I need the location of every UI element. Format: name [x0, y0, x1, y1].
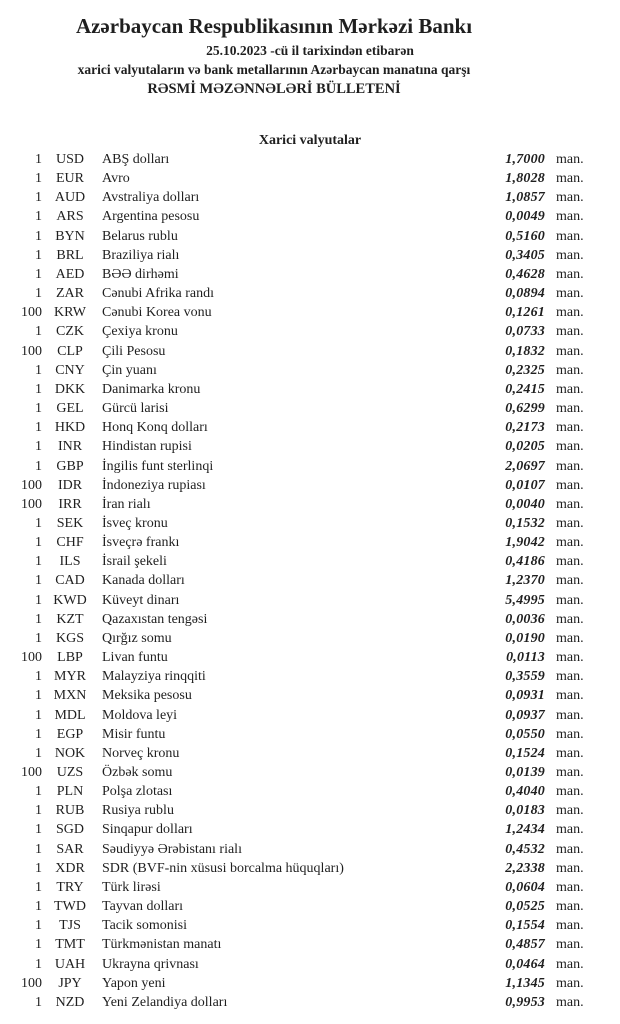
currency-code-cell: HKD: [54, 420, 86, 436]
rate-value-cell: 2,2338: [505, 860, 545, 876]
currency-name-cell: İngilis funt sterlinqi: [102, 458, 214, 474]
quantity-cell: 1: [35, 573, 42, 589]
currency-code-cell: TJS: [59, 918, 81, 934]
currency-name-cell: Honq Konq dolları: [102, 420, 208, 436]
rate-value-cell: 0,1532: [505, 515, 545, 531]
quantity-cell: 1: [35, 956, 42, 972]
currency-name-cell: Yeni Zelandiya dolları: [102, 994, 228, 1010]
rate-value-cell: 1,2370: [505, 573, 545, 589]
currency-code-cell: INR: [57, 439, 83, 455]
currency-name-cell: Danimarka kronu: [102, 381, 201, 397]
currency-name-cell: Sinqapur dolları: [102, 822, 193, 838]
currency-name-cell: Meksika pesosu: [102, 688, 192, 704]
bulletin-title: RƏSMİ MƏZƏNNƏLƏRİ BÜLLETENİ: [147, 81, 401, 97]
currency-name-cell: Türkmənistan manatı: [102, 937, 222, 953]
currency-code-cell: GEL: [56, 401, 84, 417]
currency-name-cell: İsveç kronu: [102, 515, 168, 531]
unit-label-cell: man.: [556, 458, 584, 474]
rate-row: [8, 725, 590, 744]
quantity-cell: 100: [21, 496, 42, 512]
currency-code-cell: ILS: [59, 554, 81, 570]
currency-code-cell: KZT: [56, 611, 84, 627]
rate-row: [8, 361, 590, 380]
rate-value-cell: 2,0697: [505, 458, 545, 474]
rate-value-cell: 0,0107: [505, 477, 545, 493]
currency-code-cell: TMT: [55, 937, 85, 953]
unit-label-cell: man.: [556, 688, 584, 704]
currency-name-cell: Özbək somu: [102, 765, 173, 780]
rate-value-cell: 0,2415: [505, 381, 545, 397]
quantity-cell: 100: [21, 305, 42, 321]
quantity-cell: 1: [35, 688, 42, 704]
unit-label-cell: man.: [556, 803, 584, 819]
currency-code-cell: BRL: [56, 247, 84, 263]
rate-row: [8, 380, 590, 399]
currency-name-cell: Rusiya rublu: [102, 803, 174, 819]
currency-name-cell: Belarus rublu: [102, 228, 178, 244]
unit-label-cell: man.: [556, 420, 584, 436]
rate-value-cell: 1,1345: [505, 975, 545, 991]
rate-value-cell: 0,4628: [505, 266, 545, 282]
unit-label-cell: man.: [556, 592, 584, 608]
currency-code-cell: EUR: [56, 171, 84, 187]
currency-name-cell: Qazaxıstan tengəsi: [102, 611, 208, 627]
rate-value-cell: 0,0190: [505, 630, 545, 646]
quantity-cell: 1: [35, 841, 42, 857]
unit-label-cell: man.: [556, 362, 584, 378]
unit-label-cell: man.: [556, 975, 584, 991]
currency-code-cell: UZS: [56, 765, 84, 780]
bank-title: Azərbaycan Respublikasının Mərkəzi Bankı: [75, 14, 473, 38]
currency-name-cell: Küveyt dinarı: [102, 592, 180, 608]
currency-code-cell: MYR: [54, 669, 86, 685]
currency-name-cell: İsrail şekeli: [102, 554, 167, 570]
quantity-cell: 100: [21, 477, 42, 493]
unit-label-cell: man.: [556, 439, 584, 455]
currency-code-cell: DKK: [54, 381, 86, 397]
currency-name-cell: Ukrayna qrivnası: [102, 956, 199, 972]
unit-label-cell: man.: [556, 554, 584, 570]
currency-name-cell: Türk lirəsi: [102, 879, 161, 895]
currency-name-cell: İran rialı: [102, 496, 151, 512]
unit-label-cell: man.: [556, 190, 584, 206]
unit-label-cell: man.: [556, 305, 584, 321]
unit-label-cell: man.: [556, 611, 584, 627]
rate-row: [8, 648, 590, 667]
quantity-cell: 1: [35, 899, 42, 915]
rate-value-cell: 0,4186: [505, 554, 545, 570]
currency-code-cell: ZAR: [56, 286, 84, 302]
unit-label-cell: man.: [556, 994, 584, 1010]
rate-row: [8, 437, 590, 456]
currency-code-cell: EGP: [56, 726, 84, 742]
quantity-cell: 1: [35, 228, 42, 244]
rate-row: [8, 284, 590, 303]
quantity-cell: 1: [35, 803, 42, 819]
rate-row: [8, 820, 590, 839]
unit-label-cell: man.: [556, 324, 584, 340]
quantity-cell: 1: [35, 918, 42, 934]
quantity-cell: 1: [35, 401, 42, 417]
currency-code-cell: IDR: [57, 477, 83, 493]
unit-label-cell: man.: [556, 726, 584, 742]
currency-name-cell: Çin yuanı: [102, 362, 157, 378]
quantity-cell: 1: [35, 592, 42, 608]
currency-name-cell: Yapon yeni: [102, 975, 166, 991]
rate-row: [8, 342, 590, 361]
rate-value-cell: 0,0604: [505, 879, 545, 895]
rate-value-cell: 1,8028: [505, 171, 545, 187]
quantity-cell: 1: [35, 535, 42, 551]
rate-value-cell: 0,1261: [505, 305, 545, 321]
quantity-cell: 1: [35, 707, 42, 723]
currency-code-cell: MDL: [54, 707, 86, 723]
unit-label-cell: man.: [556, 401, 584, 417]
currency-code-cell: USD: [55, 152, 84, 167]
quantity-cell: 1: [35, 669, 42, 685]
rate-row: [8, 476, 590, 495]
unit-label-cell: man.: [556, 573, 584, 589]
currency-name-cell: ABŞ dolları: [102, 152, 170, 167]
rate-row: [8, 571, 590, 590]
currency-name-cell: Gürcü larisi: [102, 401, 169, 417]
unit-label-cell: man.: [556, 956, 584, 972]
currency-code-cell: TRY: [56, 879, 84, 895]
quantity-cell: 1: [35, 630, 42, 646]
quantity-cell: 1: [35, 190, 42, 206]
currency-name-cell: Avro: [102, 171, 130, 187]
rate-value-cell: 1,7000: [505, 152, 545, 167]
quantity-cell: 1: [35, 745, 42, 761]
quantity-cell: 1: [35, 324, 42, 340]
rate-value-cell: 0,0139: [505, 765, 545, 780]
currency-code-cell: MXN: [53, 688, 87, 704]
rate-value-cell: 0,6299: [505, 401, 545, 417]
currency-name-cell: Argentina pesosu: [102, 209, 200, 225]
rate-row: [8, 227, 590, 246]
rate-value-cell: 0,0464: [505, 956, 545, 972]
rate-row: [8, 514, 590, 533]
rate-value-cell: 0,4857: [505, 937, 545, 953]
quantity-cell: 1: [35, 515, 42, 531]
rate-value-cell: 0,1554: [505, 918, 545, 934]
currency-code-cell: CLP: [57, 343, 83, 359]
rate-value-cell: 0,2325: [505, 362, 545, 378]
currency-code-cell: IRR: [58, 496, 82, 512]
rate-value-cell: 5,4995: [505, 592, 545, 608]
currency-code-cell: SAR: [56, 841, 84, 857]
rate-row: [8, 246, 590, 265]
rate-value-cell: 0,0183: [505, 803, 545, 819]
currency-name-cell: SDR (BVF-nin xüsusi borcalma hüquqları): [102, 860, 344, 876]
rate-value-cell: 0,0894: [505, 286, 545, 302]
rate-row: [8, 916, 590, 935]
quantity-cell: 1: [35, 381, 42, 397]
rate-value-cell: 0,9953: [505, 994, 545, 1010]
currency-name-cell: Malayziya rinqqiti: [102, 669, 206, 685]
unit-label-cell: man.: [556, 343, 584, 359]
rate-row: [8, 150, 590, 169]
rate-value-cell: 0,4532: [505, 841, 545, 857]
quantity-cell: 1: [35, 554, 42, 570]
unit-label-cell: man.: [556, 937, 584, 953]
quantity-cell: 1: [35, 611, 42, 627]
quantity-cell: 100: [21, 650, 42, 666]
currency-name-cell: Misir funtu: [102, 726, 166, 742]
quantity-cell: 1: [35, 879, 42, 895]
unit-label-cell: man.: [556, 860, 584, 876]
quantity-cell: 1: [35, 171, 42, 187]
rate-row: [8, 629, 590, 648]
currency-code-cell: GBP: [56, 458, 84, 474]
currency-code-cell: ARS: [56, 209, 84, 225]
currency-name-cell: Çili Pesosu: [102, 343, 166, 359]
rate-row: [8, 840, 590, 859]
quantity-cell: 100: [21, 975, 42, 991]
quantity-cell: 1: [35, 362, 42, 378]
unit-label-cell: man.: [556, 286, 584, 302]
currency-name-cell: Avstraliya dolları: [102, 190, 200, 206]
unit-label-cell: man.: [556, 650, 584, 666]
unit-label-cell: man.: [556, 381, 584, 397]
quantity-cell: 1: [35, 247, 42, 263]
unit-label-cell: man.: [556, 841, 584, 857]
currency-code-cell: CHF: [56, 535, 84, 551]
unit-label-cell: man.: [556, 209, 584, 225]
rate-row: [8, 457, 590, 476]
currency-code-cell: KGS: [55, 630, 84, 646]
currency-code-cell: CZK: [56, 324, 84, 340]
unit-label-cell: man.: [556, 535, 584, 551]
rate-row: [8, 993, 590, 1012]
currency-code-cell: NZD: [55, 994, 85, 1010]
currency-name-cell: Braziliya rialı: [102, 247, 180, 263]
rate-value-cell: 0,0550: [505, 726, 545, 742]
currency-code-cell: SEK: [56, 515, 84, 531]
currency-code-cell: TWD: [54, 899, 86, 915]
rate-value-cell: 0,0113: [506, 650, 545, 666]
rate-row: [8, 782, 590, 801]
rate-row: [8, 303, 590, 322]
rate-row: [8, 706, 590, 725]
currency-code-cell: KWD: [53, 592, 87, 608]
currency-name-cell: İndoneziya rupiası: [102, 477, 206, 493]
currency-name-cell: Cənubi Korea vonu: [102, 305, 212, 321]
rate-row: [8, 188, 590, 207]
currency-name-cell: Norveç kronu: [102, 745, 180, 761]
rate-row: [8, 322, 590, 341]
quantity-cell: 1: [35, 152, 42, 167]
rate-value-cell: 1,2434: [505, 822, 545, 838]
rate-row: [8, 207, 590, 226]
rate-value-cell: 0,0040: [505, 496, 545, 512]
rate-value-cell: 1,0857: [505, 190, 545, 206]
rate-row: [8, 897, 590, 916]
section-title-foreign-currencies: Xarici valyutalar: [258, 133, 362, 148]
rate-row: [8, 744, 590, 763]
currency-name-cell: Moldova leyi: [102, 707, 178, 723]
rate-row: [8, 955, 590, 974]
rate-row: [8, 763, 590, 782]
quantity-cell: 100: [21, 765, 42, 780]
currency-name-cell: Çexiya kronu: [102, 324, 178, 340]
rate-value-cell: 0,3559: [505, 669, 545, 685]
unit-label-cell: man.: [556, 669, 584, 685]
rate-row: [8, 878, 590, 897]
quantity-cell: 1: [35, 860, 42, 876]
currency-name-cell: Livan funtu: [102, 650, 168, 666]
currency-code-cell: JPY: [58, 975, 82, 991]
currency-code-cell: RUB: [55, 803, 85, 819]
currency-name-cell: Tayvan dolları: [102, 899, 184, 915]
unit-label-cell: man.: [556, 515, 584, 531]
unit-label-cell: man.: [556, 879, 584, 895]
currency-name-cell: BƏƏ dirhəmi: [102, 266, 179, 282]
quantity-cell: 1: [35, 822, 42, 838]
unit-label-cell: man.: [556, 630, 584, 646]
currency-name-cell: İsveçrə frankı: [102, 535, 180, 551]
currency-name-cell: Səudiyyə Ərəbistanı rialı: [102, 841, 242, 857]
currency-code-cell: BYN: [55, 228, 85, 244]
currency-name-cell: Qırğız somu: [102, 630, 172, 646]
currency-code-cell: AUD: [54, 190, 86, 206]
currency-code-cell: CNY: [55, 362, 85, 378]
rate-row: [8, 667, 590, 686]
rate-value-cell: 0,0931: [505, 688, 545, 704]
unit-label-cell: man.: [556, 171, 584, 187]
currency-code-cell: CAD: [55, 573, 85, 589]
rate-value-cell: 0,1832: [505, 343, 545, 359]
rate-row: [8, 418, 590, 437]
unit-label-cell: man.: [556, 745, 584, 761]
rate-row: [8, 495, 590, 514]
unit-label-cell: man.: [556, 765, 584, 780]
currency-code-cell: LBP: [57, 650, 83, 666]
unit-label-cell: man.: [556, 784, 584, 800]
quantity-cell: 1: [35, 266, 42, 282]
rates-table: [0, 150, 620, 1012]
rate-row: [8, 610, 590, 629]
currency-name-cell: Kanada dolları: [102, 573, 185, 589]
unit-label-cell: man.: [556, 822, 584, 838]
unit-label-cell: man.: [556, 228, 584, 244]
rate-row: [8, 552, 590, 571]
rate-value-cell: 0,2173: [505, 420, 545, 436]
subject-line: xarici valyutaların və bank metallarının Azərbaycan manatına qarşı: [77, 62, 471, 77]
rate-value-cell: 0,4040: [505, 784, 545, 800]
currency-code-cell: AED: [55, 266, 85, 282]
rate-row: [8, 591, 590, 610]
currency-name-cell: Polşa zlotası: [102, 784, 173, 800]
rate-row: [8, 533, 590, 552]
quantity-cell: 1: [35, 994, 42, 1010]
quantity-cell: 1: [35, 784, 42, 800]
unit-label-cell: man.: [556, 918, 584, 934]
quantity-cell: 1: [35, 420, 42, 436]
rate-row: [8, 265, 590, 284]
rate-row: [8, 169, 590, 188]
unit-label-cell: man.: [556, 266, 584, 282]
unit-label-cell: man.: [556, 152, 584, 167]
quantity-cell: 1: [35, 937, 42, 953]
rate-row: [8, 801, 590, 820]
currency-code-cell: XDR: [55, 860, 85, 876]
currency-code-cell: NOK: [54, 745, 86, 761]
currency-code-cell: KRW: [54, 305, 86, 321]
unit-label-cell: man.: [556, 899, 584, 915]
currency-code-cell: UAH: [54, 956, 86, 972]
currency-name-cell: Hindistan rupisi: [102, 439, 192, 455]
quantity-cell: 1: [35, 458, 42, 474]
rate-value-cell: 0,1524: [505, 745, 545, 761]
rate-row: [8, 935, 590, 954]
rate-value-cell: 0,0049: [505, 209, 545, 225]
rate-row: [8, 399, 590, 418]
quantity-cell: 100: [21, 343, 42, 359]
rate-value-cell: 0,5160: [505, 228, 545, 244]
currency-name-cell: Tacik somonisi: [102, 918, 187, 934]
unit-label-cell: man.: [556, 477, 584, 493]
rate-value-cell: 0,0937: [505, 707, 545, 723]
rate-row: [8, 974, 590, 993]
currency-code-cell: SGD: [55, 822, 84, 838]
rate-row: [8, 686, 590, 705]
unit-label-cell: man.: [556, 247, 584, 263]
rate-value-cell: 0,0525: [505, 899, 545, 915]
rate-value-cell: 1,9042: [505, 535, 545, 551]
unit-label-cell: man.: [556, 707, 584, 723]
quantity-cell: 1: [35, 286, 42, 302]
currency-name-cell: Cənubi Afrika randı: [102, 286, 214, 302]
quantity-cell: 1: [35, 439, 42, 455]
bulletin-header: [0, 0, 620, 99]
currency-code-cell: PLN: [56, 784, 84, 800]
quantity-cell: 1: [35, 726, 42, 742]
rate-value-cell: 0,0205: [505, 439, 545, 455]
unit-label-cell: man.: [556, 496, 584, 512]
quantity-cell: 1: [35, 209, 42, 225]
effective-date-line: 25.10.2023 -cü il tarixindən etibarən: [206, 43, 414, 58]
rate-value-cell: 0,0733: [505, 324, 545, 340]
rate-row: [8, 859, 590, 878]
rate-value-cell: 0,3405: [505, 247, 545, 263]
rate-value-cell: 0,0036: [505, 611, 545, 627]
